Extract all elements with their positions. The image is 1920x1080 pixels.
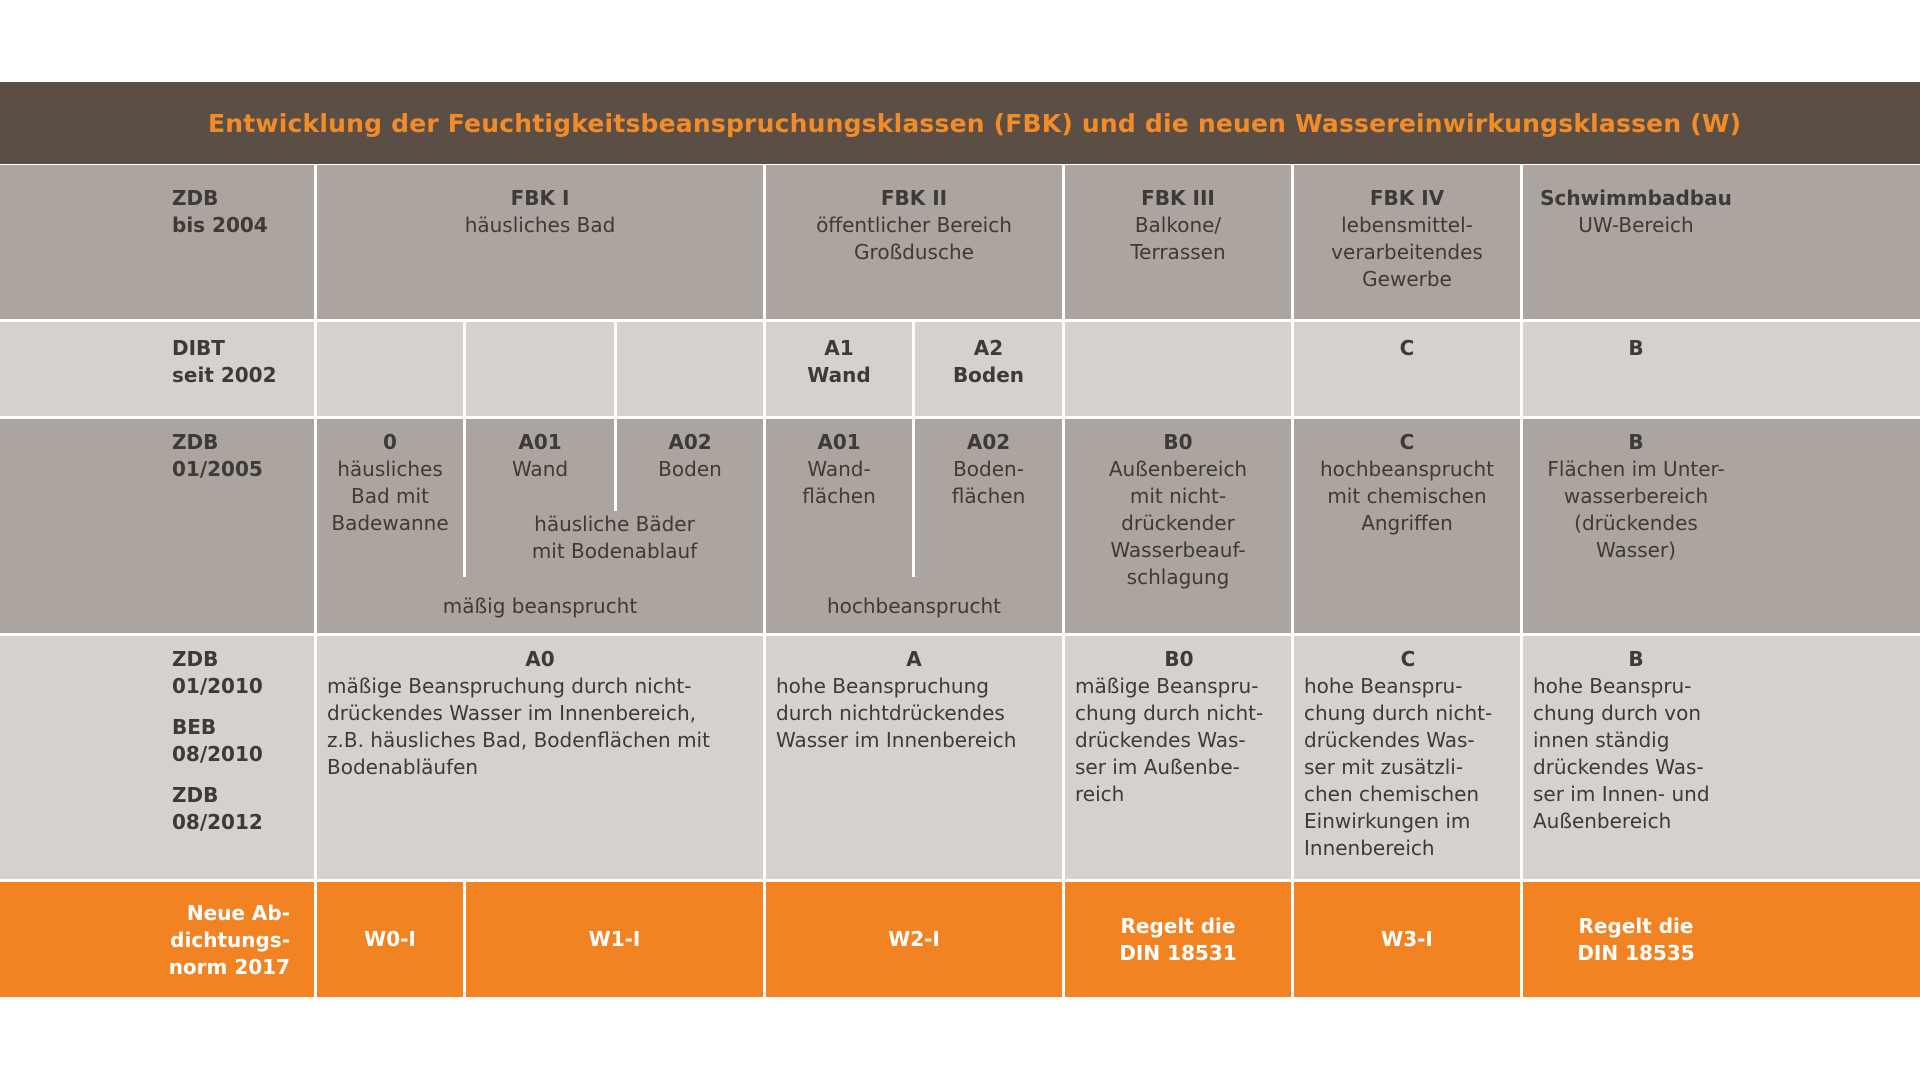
divider (912, 419, 915, 577)
w3-i-cell: W3-I (1294, 882, 1520, 997)
class-a01-wandflaechen: A01 Wand- flächen (802, 430, 876, 508)
class-c-2010: C hohe Beanspru- chung durch nicht- drückendes Was- ser mit zusätzli- chen chemischen Einwirkungen im Innenbereich (1294, 636, 1520, 879)
dibt-fbk1-empty-2 (466, 322, 614, 416)
table-title: Entwicklung der Feuchtigkeitsbeanspruchungsklassen (FBK) und die neuen Wassereinwirkungsklassen (W) (208, 108, 1742, 138)
fbk1-cell: FBK I häusliches Bad (317, 165, 763, 319)
divider (463, 419, 466, 577)
schwimmbad-cell: Schwimmbadbau UW-Bereich (1523, 165, 1920, 319)
row-label-zdb-2005: ZDB 01/2005 (0, 419, 314, 633)
dibt-b-cell: B (1523, 322, 1920, 416)
class-b-2005: B Flächen im Unter- wasserbereich (drückendes Wasser) (1523, 419, 1920, 633)
class-c-2005: C hochbeansprucht mit chemischen Angriffen (1294, 419, 1520, 633)
row-label-dibt: DIBT seit 2002 (0, 322, 314, 416)
dibt-c-cell: C (1294, 322, 1520, 416)
hochbeansprucht-label: hochbeansprucht (826, 594, 1002, 618)
class-a02-boden: A02 Boden (658, 430, 722, 481)
class-b-2010: B hohe Beanspru- chung durch von innen ständig drückendes Was- ser im Innen- und Außenbereich (1523, 636, 1920, 879)
din-18531-cell: Regelt die DIN 18531 (1065, 882, 1291, 997)
dibt-a1-cell: A1 Wand (766, 322, 912, 416)
row-label-zdb-2004: ZDB bis 2004 (0, 165, 314, 319)
din-18535-cell: Regelt die DIN 18535 (1523, 882, 1920, 997)
class-a0-2010: A0 mäßige Beanspruchung durch nicht- drückendes Wasser im Innenbereich, z.B. häusliches Bad, Bodenflächen mit Bodenabläufen (317, 636, 763, 879)
divider (614, 419, 617, 511)
class-0-cell: 0 häusliches Bad mit Badewanne (331, 430, 449, 535)
w0-i-cell: W0-I (317, 882, 463, 997)
fbk3-cell: FBK III Balkone/ Terrassen (1065, 165, 1291, 319)
class-a02-bodenflaechen: A02 Boden- flächen (951, 430, 1026, 508)
dibt-a2-cell: A2 Boden (915, 322, 1062, 416)
class-a01-wand: A01 Wand (511, 430, 569, 481)
dibt-fbk1-empty-1 (317, 322, 463, 416)
maessig-beansprucht-label: mäßig beansprucht (442, 594, 638, 618)
class-b0-2010: B0 mäßige Beanspru- chung durch nicht- drückendes Was- ser im Außenbe- reich (1065, 636, 1291, 879)
fbk4-cell: FBK IV lebensmittel- verarbeitendes Gewerbe (1294, 165, 1520, 319)
fbk2-cell: FBK II öffentlicher Bereich Großdusche (766, 165, 1062, 319)
dibt-fbk3-empty (1065, 322, 1291, 416)
row-label-norm-2017: Neue Ab- dichtungs- norm 2017 (0, 882, 314, 997)
class-b0-2005: B0 Außenbereich mit nicht- drückender Wasserbeauf- schlagung (1065, 419, 1291, 633)
zdb2005-fbk2-group (766, 419, 1062, 633)
haeusliche-baeder-note: häusliche Bäder mit Bodenablauf (531, 512, 698, 563)
zdb2005-fbk1-group (317, 419, 763, 633)
dibt-fbk1-empty-3 (617, 322, 763, 416)
w2-i-cell: W2-I (766, 882, 1062, 997)
w1-i-cell: W1-I (466, 882, 763, 997)
class-a-2010: A hohe Beanspruchung durch nichtdrückendes Wasser im Innenbereich (766, 636, 1062, 879)
row-label-zdb-2010: ZDB 01/2010 BEB 08/2010 ZDB 08/2012 (0, 636, 314, 879)
title-banner (0, 82, 1920, 164)
